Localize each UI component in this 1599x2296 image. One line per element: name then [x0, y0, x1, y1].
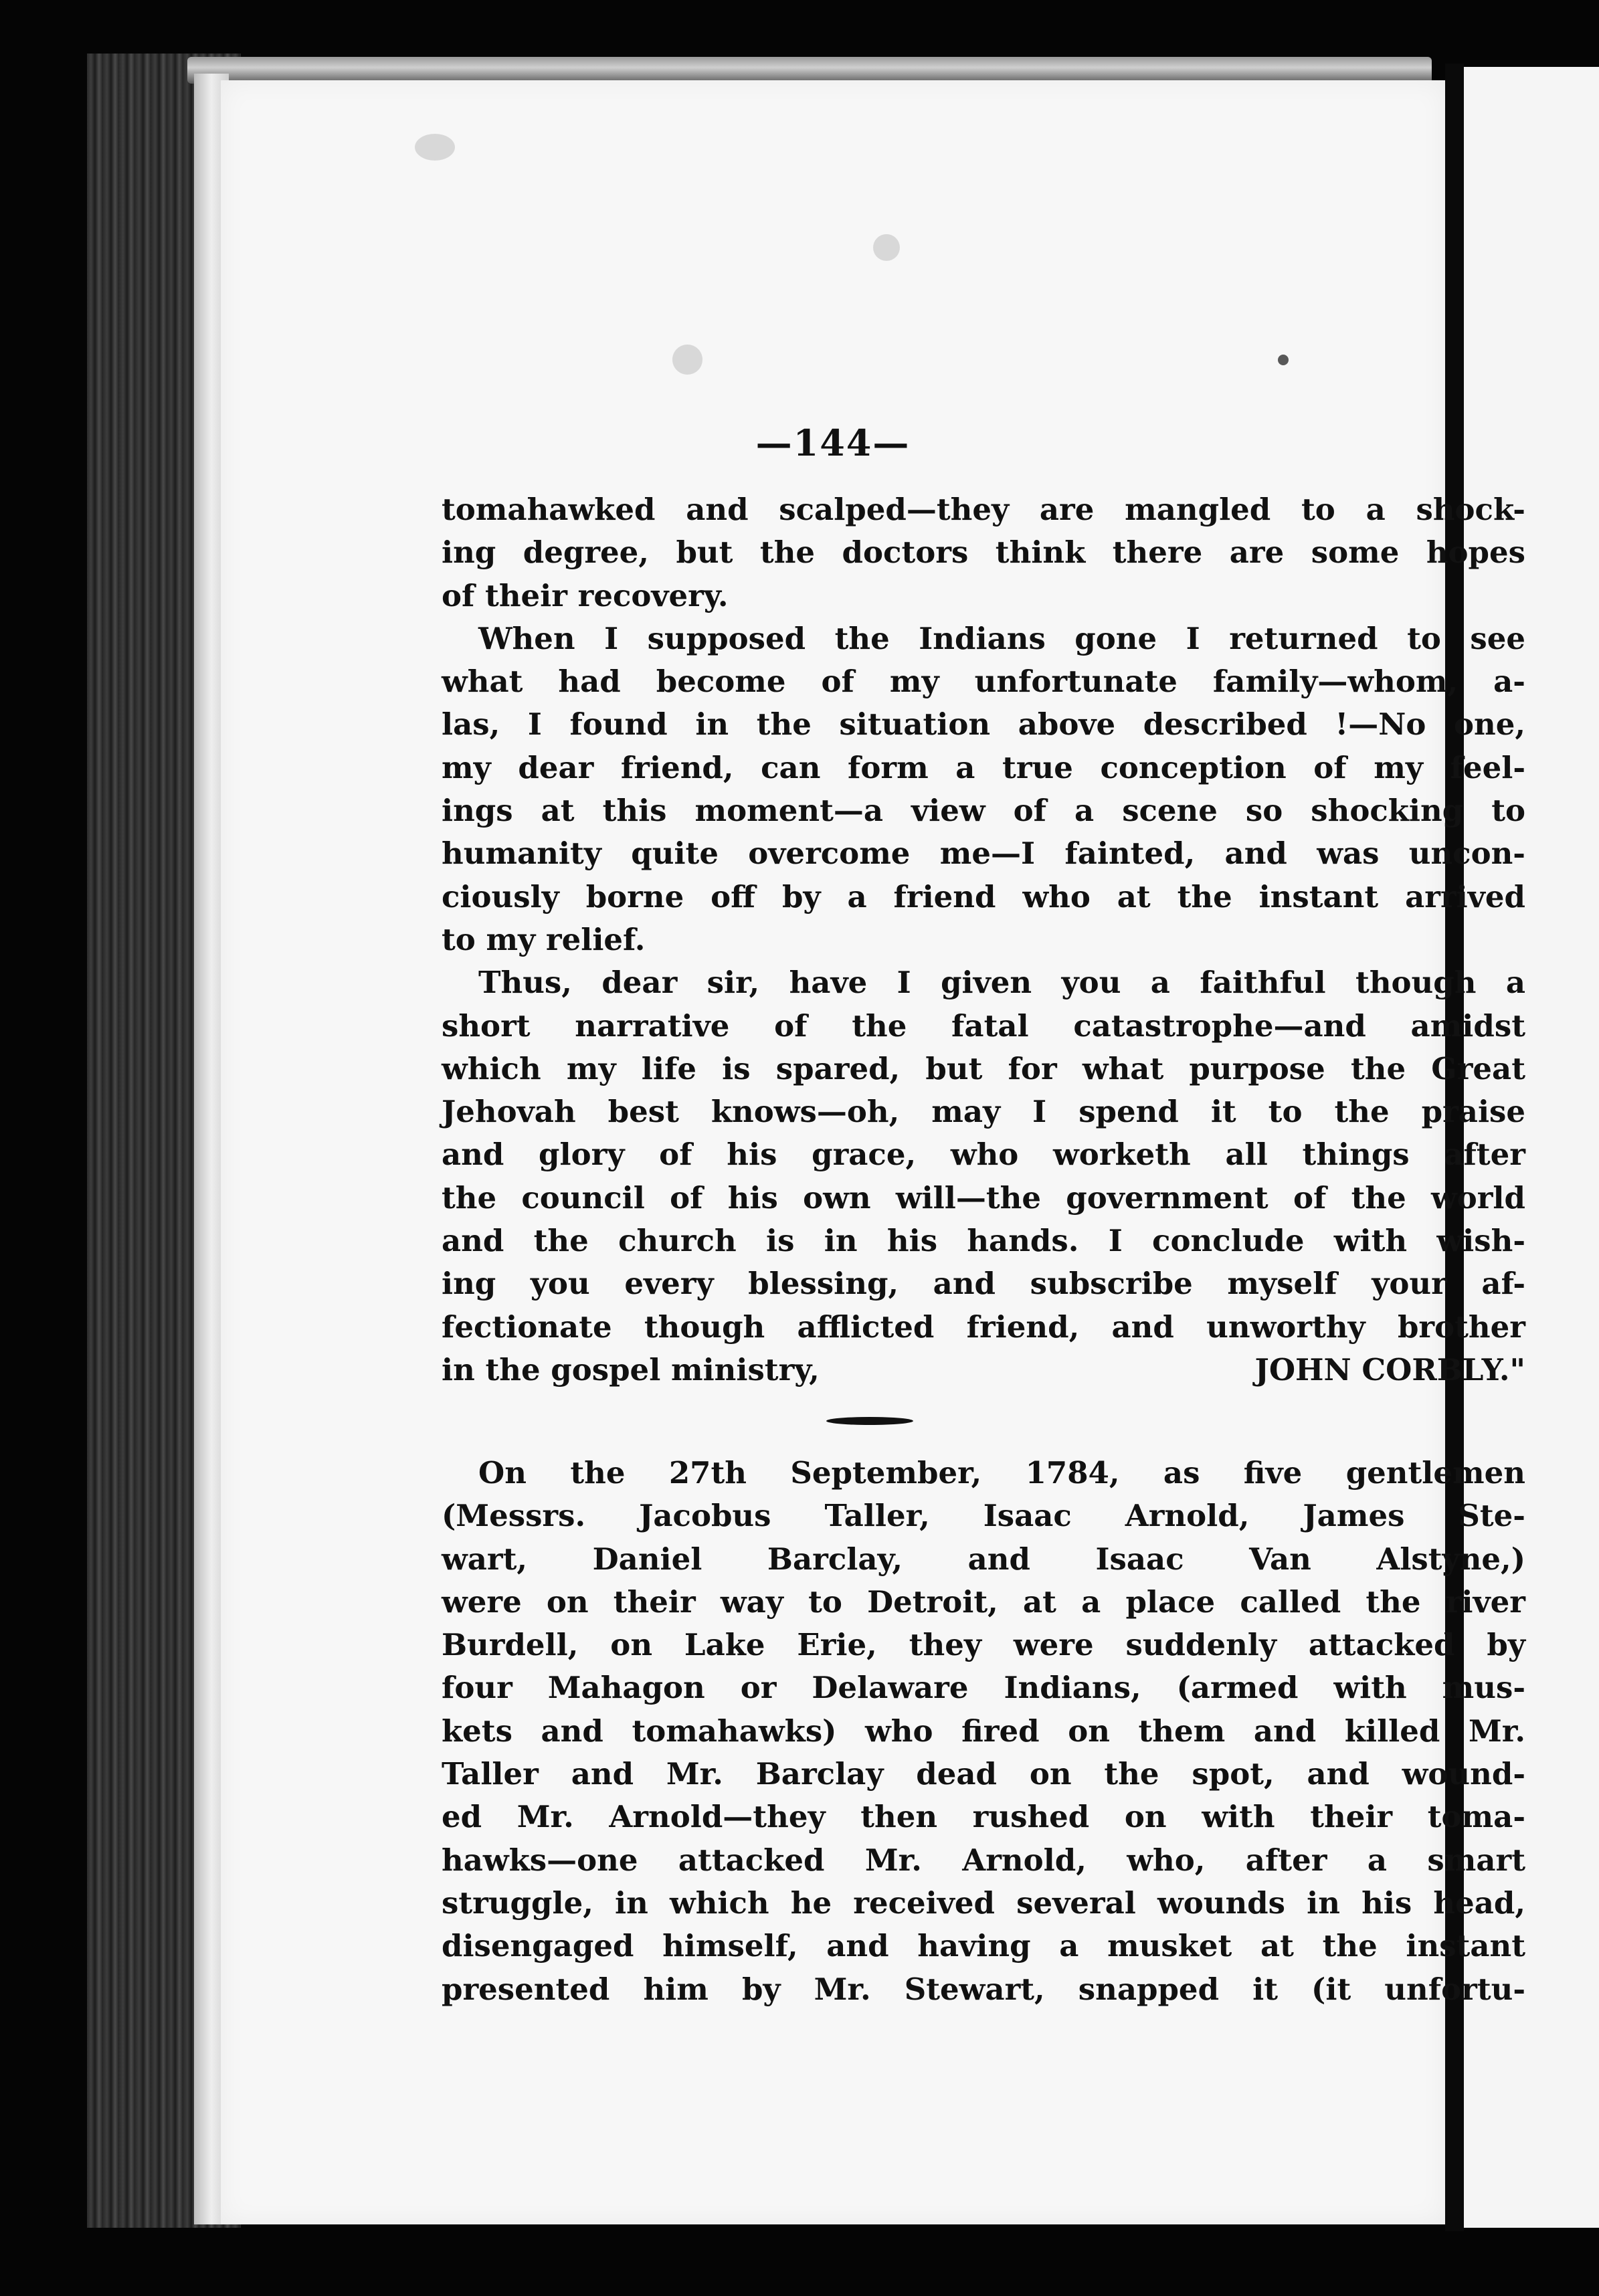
text-line: Burdell, on Lake Erie, they were suddenly attacked by: [442, 1627, 1525, 1663]
book-top-edge: [187, 57, 1432, 84]
text-line: ciously borne off by a friend who at the instant arrived: [442, 878, 1525, 915]
text-line: disengaged himself, and having a musket at the instant: [442, 1928, 1525, 1964]
page-number: —144—: [755, 421, 911, 464]
book-page: [221, 80, 1525, 2224]
signature-name: JOHN CORBLY.": [1254, 1351, 1525, 1388]
text-line: wart, Daniel Barclay, and Isaac Van Alstyne,): [442, 1541, 1525, 1577]
text-line: ed Mr. Arnold—they then rushed on with their toma-: [442, 1799, 1525, 1835]
text-line: and glory of his grace, who worketh all things after: [442, 1137, 1525, 1173]
signature-preamble: in the gospel ministry,: [442, 1351, 820, 1388]
text-line: Taller and Mr. Barclay dead on the spot, and wound-: [442, 1756, 1525, 1792]
text-line: struggle, in which he received several wounds in his head,: [442, 1885, 1525, 1921]
text-line: to my relief.: [442, 921, 646, 957]
ink-spot: [873, 234, 900, 261]
letter-text: [442, 488, 1525, 1392]
text-line: hawks—one attacked Mr. Arnold, who, after a smart: [442, 1842, 1525, 1878]
text-line: of their recovery.: [442, 577, 729, 613]
text-line: las, I found in the situation above described !—No one,: [442, 706, 1525, 743]
text-line: which my life is spared, but for what purpose the Great: [442, 1050, 1525, 1086]
signature-line: [442, 1349, 1525, 1392]
text-line: When I supposed the Indians gone I returned to see: [478, 620, 1525, 656]
text-line: and the church is in his hands. I conclude with wish-: [442, 1223, 1525, 1259]
text-line: ing degree, but the doctors think there are some hopes: [442, 535, 1525, 571]
text-line: fectionate though afflicted friend, and unworthy brother: [442, 1309, 1525, 1345]
text-line: presented him by Mr. Stewart, snapped it (it unfortu-: [442, 1971, 1525, 2007]
text-line: short narrative of the fatal catastrophe—and amidst: [442, 1008, 1525, 1044]
text-line: tomahawked and scalped—they are mangled to a shock-: [442, 492, 1525, 527]
text-line: were on their way to Detroit, at a place called the river: [442, 1584, 1525, 1620]
text-line: the council of his own will—the government of the world: [442, 1179, 1525, 1216]
text-line: humanity quite overcome me—I fainted, and was uncon-: [442, 836, 1525, 872]
text-line: ings at this moment—a view of a scene so shocking to: [442, 793, 1525, 829]
section-divider: [826, 1417, 913, 1425]
text-line: ing you every blessing, and subscribe myself your af-: [442, 1266, 1525, 1302]
text-line: what had become of my unfortunate family—whom, a-: [442, 664, 1525, 700]
ink-spot: [415, 134, 455, 161]
text-line: On the 27th September, 1784, as five gentlemen: [478, 1455, 1525, 1491]
narrative-text: [442, 1452, 1525, 2011]
text-line: (Messrs. Jacobus Taller, Isaac Arnold, James Ste-: [442, 1498, 1525, 1534]
ink-spot: [672, 345, 702, 375]
text-line: Jehovah best knows—oh, may I spend it to the praise: [442, 1094, 1525, 1130]
ink-spot: [1278, 355, 1289, 365]
text-line: my dear friend, can form a true conception of my feel-: [442, 749, 1525, 785]
text-line: Thus, dear sir, have I given you a faithful though a: [478, 965, 1525, 1001]
text-line: kets and tomahawks) who fired on them and killed Mr.: [442, 1713, 1525, 1749]
text-line: four Mahagon or Delaware Indians, (armed with mus-: [442, 1670, 1525, 1706]
